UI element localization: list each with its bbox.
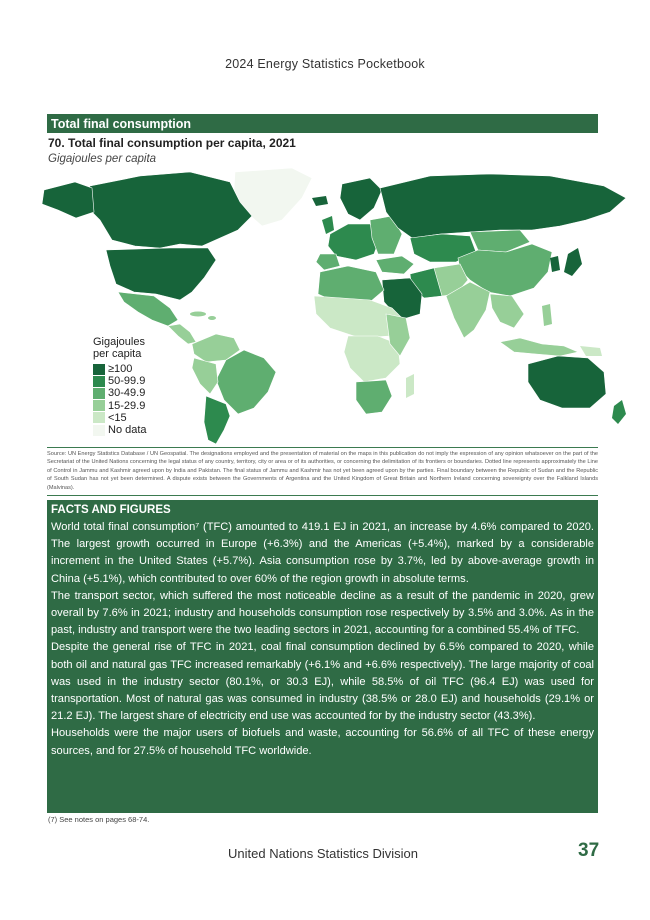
legend-label: <15 [108,411,127,424]
legend-title-line1: Gigajoules [93,336,145,348]
legend-label: 15-29.9 [108,399,146,412]
legend-item [93,375,147,387]
region-peru-bolivia [192,358,218,394]
legend-label: No data [108,424,147,437]
region-japan [564,248,582,276]
legend-title-line2: per capita [93,348,142,360]
facts-title: FACTS AND FIGURES [51,504,171,516]
legend-label: 30-49.9 [108,387,146,400]
legend-item [93,387,147,399]
figure-subtitle: Gigajoules per capita [48,153,157,165]
legend-label: ≥100 [108,363,133,376]
legend-swatch [93,412,105,423]
legend-swatch [93,400,105,411]
divider-top [47,447,598,448]
region-new-zealand [612,400,626,424]
legend-swatch [93,425,105,436]
section-title: Total final consumption [47,114,598,133]
region-iberia [316,254,340,270]
pocketbook-header: 2024 Energy Statistics Pocketbook [225,57,425,71]
region-alaska [42,182,94,218]
region-russia [380,174,626,238]
facts-paragraph: The transport sector, which suffered the most noticeable decline as a result of the pandemic in 2020, grew overall by 7.6% in 2021; industry and households consumption rose respectively by 3.5% and 3.0%. As in the past, industry and transport were the two leading sectors in 2021, accounting for a combined 55.4% of TFC. [51,589,594,637]
region-southeast-asia [490,294,524,328]
region-scandinavia [340,178,382,220]
legend-label: 50-99.9 [108,375,146,388]
region-philippines [542,304,552,326]
map-legend [93,336,147,436]
legend-swatch [93,388,105,399]
region-madagascar [406,374,414,398]
facts-paragraph: Households were the major users of biofuels and waste, accounting for 56.6% of all TFC of these energy sources, and for 27.5% of household TFC worldwide. [51,727,594,757]
region-australia [528,356,606,408]
region-southern-africa [356,380,392,414]
region-canada [84,172,252,248]
divider-bottom [47,495,598,496]
legend-swatch [93,364,105,375]
figure-title: 70. Total final consumption per capita, 2021 [48,136,296,150]
legend-swatch [93,376,105,387]
facts-paragraph: World total final consumption⁷ (TFC) amounted to 419.1 EJ in 2021, an increase by 4.6% compared to 2020. The largest growth occurred in Europe (+6.3%) and the Americas (+5.4%), marked by a considerable increment in the United States (+5.7%). Asia consumption rose by 3.7%, led by above-average growth in China (+5.1%), which contributed to over 60% of the region growth in absolute terms. [51,521,594,585]
region-uk [322,216,334,234]
region-turkey [376,256,414,274]
footer-organization: United Nations Statistics Division [228,846,419,861]
facts-paragraph: Despite the general rise of TFC in 2021, coal final consumption declined by 6.5% compared to 2020, while both oil and natural gas TFC increased remarkably (+6.1% and +6.6% respectively). The large majority of coal was used in the industry sector (80.1%, or 30.3 EJ), while 58.5% of oil TFC (96.4 EJ) was used for transportation. Most of natural gas was consumed in industry (38.5% or 28.0 EJ) and households (29.1% or 21.2 EJ). The largest share of electricity end use was accounted for by the industry sector (43.3%). [51,641,594,723]
region-central-america [168,324,196,344]
page-number: 37 [578,840,600,861]
region-indonesia [500,338,578,356]
region-papua-new-guinea [580,346,602,356]
legend-item [93,412,147,424]
legend-item [93,424,147,436]
map-source-note: Source: UN Energy Statistics Database / UN Geospatial. The designations employed and the presentation of material on the maps in this publication do not imply the expression of any opinion whatsoever on the part of the Secretariat of the United Nations concerning the legal status of any country, territory, city or area or of its authorities, or concerning the delimitation of its frontiers or boundaries. Dotted line represents approximately the Line of Control in Jammu and Kashmir agreed upon by India and Pakistan. The final status of Jammu and Kashmir has not yet been agreed upon by the parties. Final boundary between the Republic of Sudan and the Republic of South Sudan has not yet been determined. A dispute exists between the Governments of Argentina and the United Kingdom of Great Britain and Northern Ireland concerning sovereignty over the Falkland Islands (Malvinas). [47,451,598,491]
legend-title [93,336,147,360]
region-argentina-chile [204,396,230,444]
region-korea [550,256,560,272]
legend-item [93,400,147,412]
footnote: (7) See notes on pages 68-74. [48,815,150,824]
facts-and-figures-box [47,500,598,813]
legend-item [93,363,147,375]
